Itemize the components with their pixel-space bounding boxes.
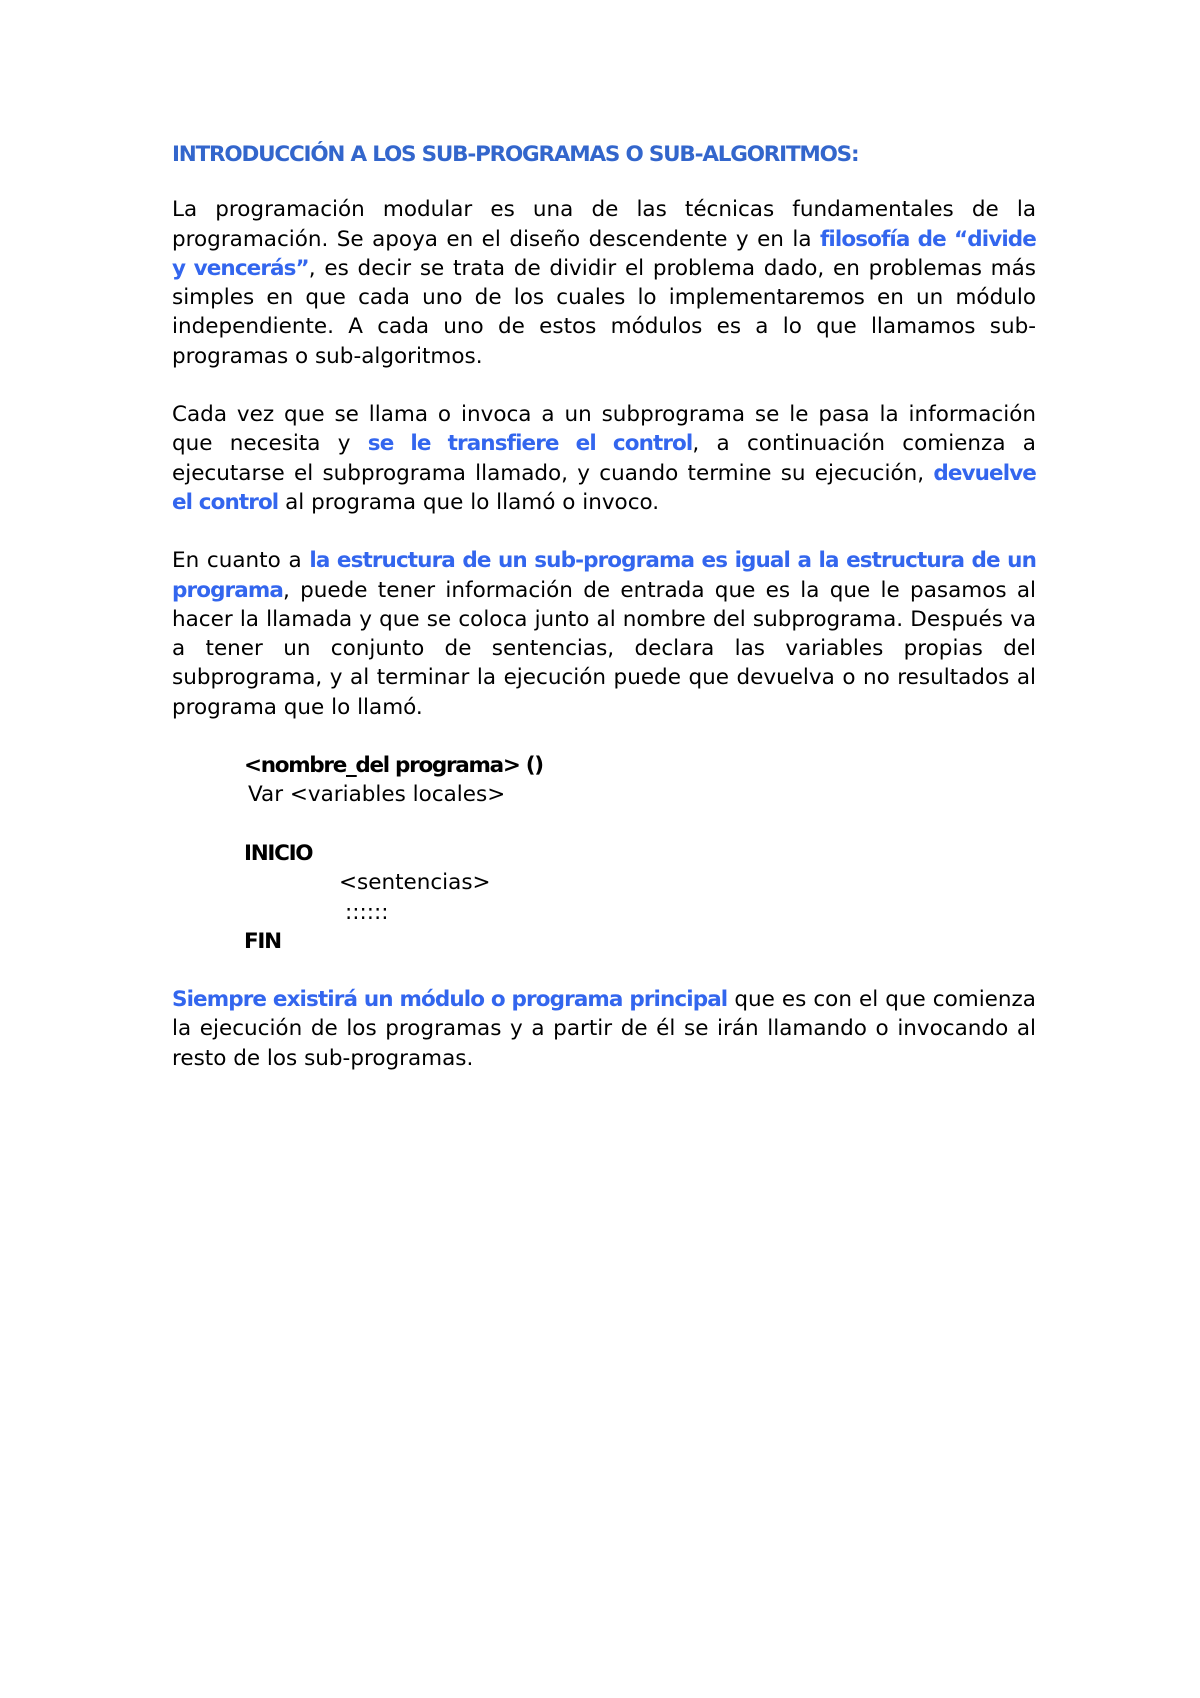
document-title: INTRODUCCIÓN A LOS SUB-PROGRAMAS O SUB-ALGORITMOS: bbox=[172, 142, 859, 167]
paragraph-main-module bbox=[172, 985, 1036, 1073]
code-header: <nombre_del programa> () bbox=[244, 753, 543, 779]
code-fin: FIN bbox=[244, 928, 281, 954]
paragraph-text: La programación modular es una de las técnicas fundamentales de la programación. Se apoya en el diseño descendente y en la bbox=[172, 197, 1036, 252]
code-template bbox=[244, 751, 1036, 956]
document-page bbox=[172, 140, 1036, 1102]
highlight-transfiere-control: se le transfiere el control bbox=[367, 431, 693, 457]
paragraph-text: , es decir se trata de dividir el problema dado, en problemas más simples en que cada uno de los cuales lo implementaremos en un módulo independiente. A cada uno de estos módulos es a lo que llamamos sub-programas o sub-algoritmos. bbox=[172, 255, 1036, 369]
paragraph-text: , a continuación comienza a ejecutarse el subprograma llamado, y cuando termine su ejecución, bbox=[172, 431, 1036, 486]
paragraph-subprogram-call bbox=[172, 400, 1036, 517]
code-spacer bbox=[244, 810, 1036, 839]
paragraph-text: que es con el que comienza la ejecución de los programas y a partir de él se irán llamando o invocando al resto de los sub-programas. bbox=[172, 987, 1036, 1071]
code-ellipsis: :::::: bbox=[345, 899, 389, 925]
highlight-devuelve-control: devuelve el control bbox=[172, 460, 1036, 515]
highlight-divide-y-venceras: filosofía de “divide y vencerás” bbox=[172, 226, 1036, 281]
highlight-estructura: la estructura de un sub-programa es igual a la estructura de un programa bbox=[172, 548, 1036, 603]
paragraph-text: Cada vez que se llama o invoca a un subprograma se le pasa la información que necesita y bbox=[172, 402, 1036, 457]
paragraph-text: , puede tener información de entrada que es la que le pasamos al hacer la llamada y que se coloca junto al nombre del subprograma. Después va a tener un conjunto de sentencias, declara las variables propias del subprograma, y al terminar la ejecución puede que devuelva o no resultados al programa que lo llamó. bbox=[172, 577, 1036, 720]
paragraph-modular-programming bbox=[172, 195, 1036, 371]
code-var-line: Var <variables locales> bbox=[248, 782, 506, 808]
paragraph-text: En cuanto a bbox=[172, 548, 310, 574]
paragraph-text: al programa que lo llamó o invoco. bbox=[278, 489, 660, 515]
paragraph-subprogram-structure bbox=[172, 546, 1036, 722]
code-sentencias: <sentencias> bbox=[339, 870, 491, 896]
code-inicio: INICIO bbox=[244, 840, 313, 866]
highlight-programa-principal: Siempre existirá un módulo o programa principal bbox=[172, 987, 728, 1013]
